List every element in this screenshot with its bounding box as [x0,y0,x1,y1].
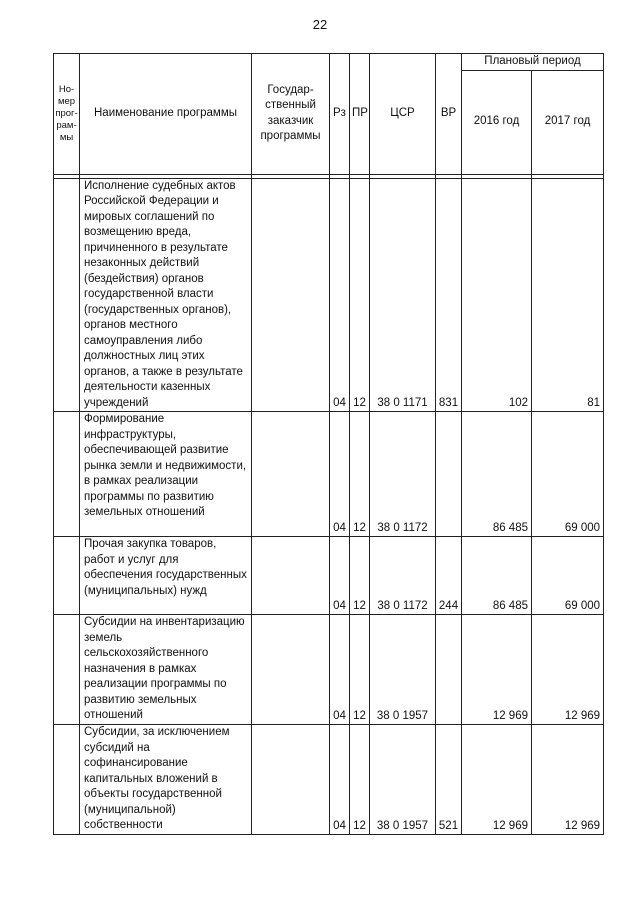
rz-cell: 04 [330,412,350,537]
header-rz: Рз [330,54,350,175]
amount-2016: 12 969 [462,725,532,835]
csr-cell: 38 0 1957 [370,725,436,835]
program-name: Субсидии, за исключением субсидий на софинансирование капитальных вложений в объекты государственной (муниципальной) собственности [80,725,252,835]
amount-2017: 69 000 [532,412,604,537]
pr-cell: 12 [350,725,370,835]
table-row [54,178,604,412]
pr-cell: 12 [350,178,370,412]
vr-cell [436,412,462,537]
table-row [54,412,604,537]
program-name: Формирование инфраструктуры, обеспечивающей развитие рынка земли и недвижимости, в рамках реализации программы по развитию земельных отношений [80,412,252,537]
csr-cell: 38 0 1957 [370,615,436,725]
pr-cell: 12 [350,615,370,725]
rz-cell: 04 [330,615,350,725]
amount-2016: 86 485 [462,412,532,537]
csr-cell: 38 0 1172 [370,412,436,537]
csr-cell: 38 0 1171 [370,178,436,412]
rz-cell: 04 [330,725,350,835]
header-pr: ПР [350,54,370,175]
vr-cell: 521 [436,725,462,835]
vr-cell: 831 [436,178,462,412]
header-program-name: Наименование программы [80,54,252,175]
table-row [54,725,604,835]
header-planned-period: Плановый период [462,54,604,71]
header-vr: ВР [436,54,462,175]
header-2017: 2017 год [532,70,604,174]
amount-2017: 12 969 [532,615,604,725]
header-2016: 2016 год [462,70,532,174]
vr-cell [436,615,462,725]
program-name: Исполнение судебных актов Российской Федерации и мировых соглашений по возмещению вреда, причиненного в результате незаконных действий (бездействия) органов государственной власти (государственных органов), органов местного самоуправления либо должностных лиц этих органов, а также в результате деятельности казенных учреждений [80,178,252,412]
program-name: Прочая закупка товаров, работ и услуг для обеспечения государственных (муниципальных) нужд [80,537,252,615]
pr-cell: 12 [350,412,370,537]
amount-2016: 102 [462,178,532,412]
amount-2017: 81 [532,178,604,412]
page-number: 22 [312,17,328,32]
header-customer: Государ- ственный заказчик программы [252,54,330,175]
rz-cell: 04 [330,537,350,615]
csr-cell: 38 0 1172 [370,537,436,615]
amount-2017: 69 000 [532,537,604,615]
rz-cell: 04 [330,178,350,412]
program-name: Субсидии на инвентаризацию земель сельскохозяйственного назначения в рамках реализации программы по развитию земельных отношений [80,615,252,725]
amount-2017: 12 969 [532,725,604,835]
table-row [54,615,604,725]
header-csr: ЦСР [370,54,436,175]
amount-2016: 86 485 [462,537,532,615]
amount-2016: 12 969 [462,615,532,725]
pr-cell: 12 [350,537,370,615]
vr-cell: 244 [436,537,462,615]
budget-table [53,53,604,835]
table-row [54,537,604,615]
header-number: Но- мер прог- рам- мы [54,54,80,175]
